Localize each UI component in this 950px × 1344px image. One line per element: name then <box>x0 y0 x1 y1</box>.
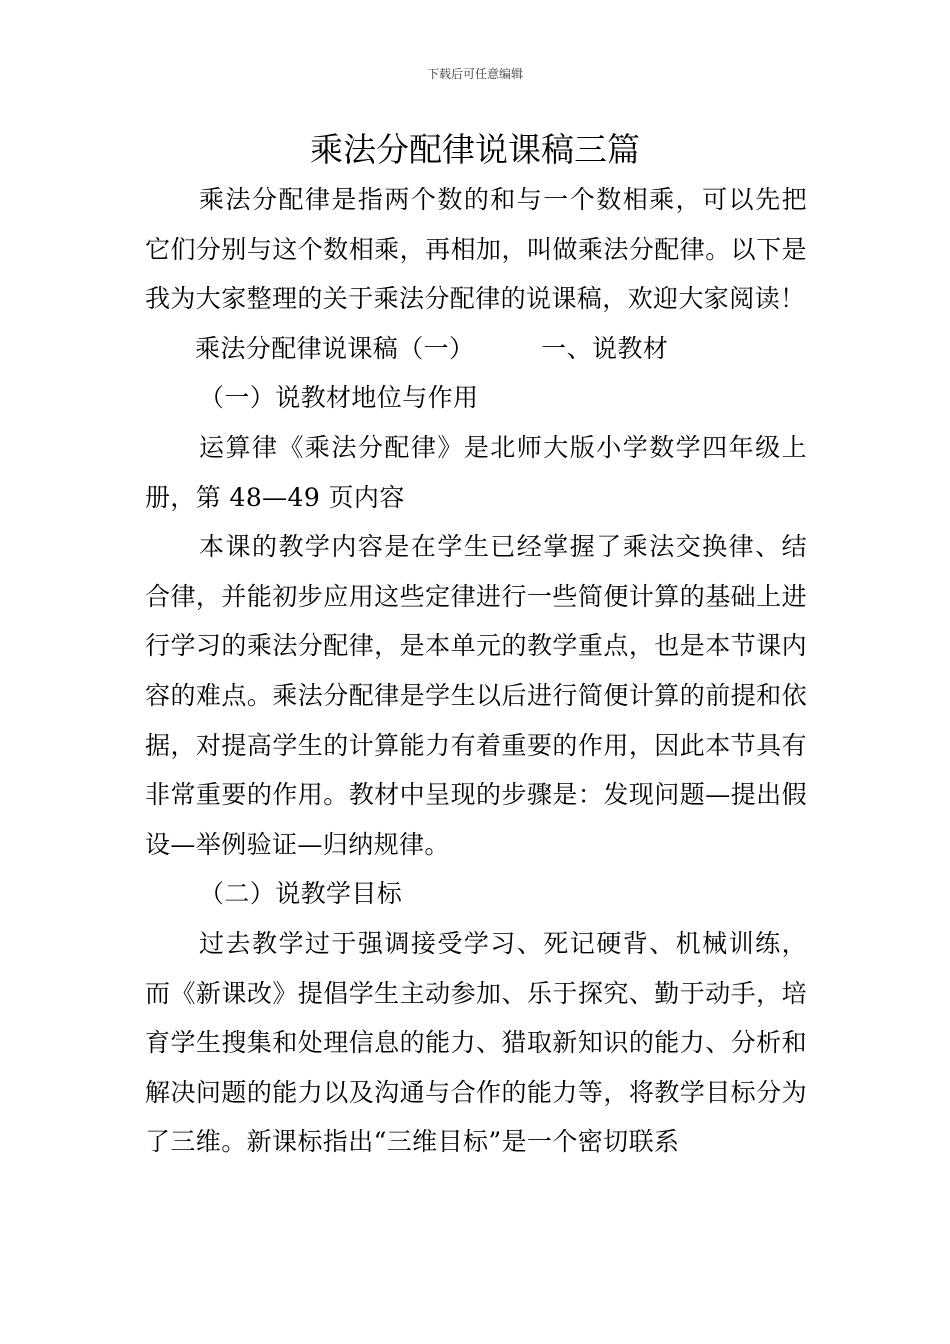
paragraph-2: 本课的教学内容是在学生已经掌握了乘法交换律、结合律，并能初步应用这些定律进行一些简便计算的基础上进行学习的乘法分配律，是本单元的教学重点，也是本节课内容的难点。乘法分配律是学生以后进行简便计算的前提和依据，对提高学生的计算能力有着重要的作用，因此本节具有非常重要的作用。教材中呈现的步骤是：发现问题—提出假设—举例验证—归纳规律。 <box>145 532 807 859</box>
header-note: 下载后可任意编辑 <box>426 67 523 81</box>
document-title: 乘法分配律说课稿三篇 <box>310 130 640 169</box>
document-body <box>145 175 807 1167</box>
paragraph-1: 运算律《乘法分配律》是北师大版小学数学四年级上册，第 48—49 页内容 <box>145 432 807 512</box>
section-heading-line: 乘法分配律说课稿（一） 一、说教材 <box>195 333 669 363</box>
subheading-2: （二）说教学目标 <box>199 879 403 909</box>
subheading-1: （一）说教材地位与作用 <box>199 383 479 413</box>
intro-paragraph: 乘法分配律是指两个数的和与一个数相乘，可以先把它们分别与这个数相乘，再相加，叫做乘法分配律。以下是我为大家整理的关于乘法分配律的说课稿，欢迎大家阅读！ <box>145 185 807 314</box>
paragraph-3: 过去教学过于强调接受学习、死记硬背、机械训练，而《新课改》提倡学生主动参加、乐于探究、勤于动手，培育学生搜集和处理信息的能力、猎取新知识的能力、分析和解决问题的能力以及沟通与合作的能力等，将教学目标分为了三维。新课标指出“三维目标”是一个密切联系 <box>145 928 807 1157</box>
